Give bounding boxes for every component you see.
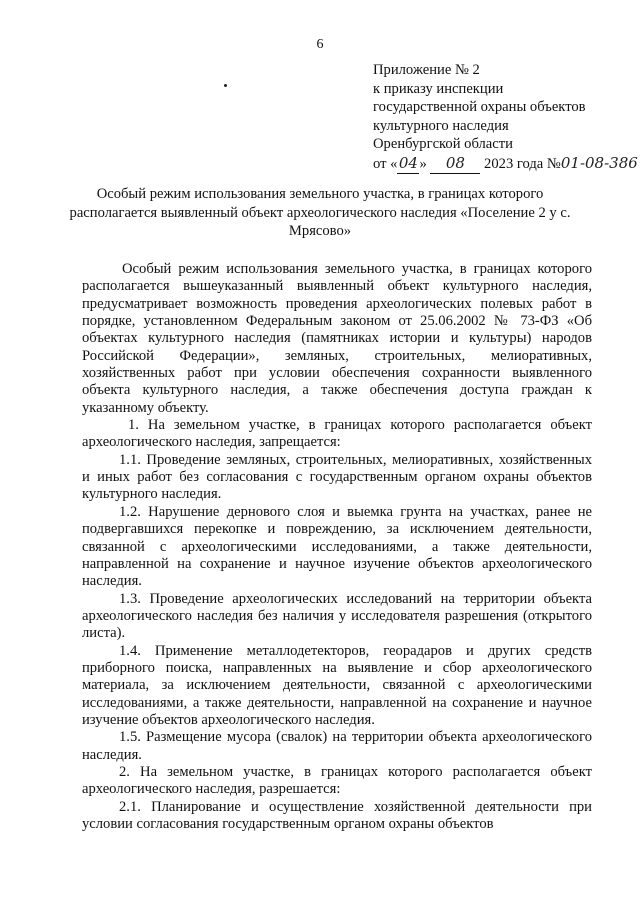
- date-prefix: от «: [373, 155, 398, 172]
- order-number-handwritten: 01-08-386: [560, 153, 638, 172]
- appendix-line: культурного наследия: [373, 117, 509, 134]
- appendix-line: Приложение № 2: [373, 62, 480, 78]
- appendix-line: Оренбургской области: [373, 136, 513, 153]
- item-1-2: 1.2. Нарушение дернового слоя и выемка грунта на участках, ранее не подвергавшихся перекопке и повреждению, за исключением деятельности, связанной с археологическими исследованиями, а также деятельности, направленной на сохранение и научное изучение объектов археологического наследия.: [82, 503, 592, 590]
- appendix-date-line: [373, 153, 638, 174]
- document-title: Особый режим использования земельного участка, в границах которого располагается выявленный объект археологического наследия «Поселение 2 у с. Мрясово»: [69, 186, 571, 240]
- item-1-3: 1.3. Проведение археологических исследований на территории объекта археологического наследия без наличия у исследователя разрешения (открытого листа).: [82, 590, 592, 642]
- stray-dot: [224, 84, 227, 87]
- intro-paragraph: Особый режим использования земельного участка, в границах которого располагается вышеуказанный выявленный объект культурного наследия, предусматривает возможность проведения археологических полевых работ в порядке, установленном Федеральным законом от 25.06.2002 № 73-ФЗ «Об объектах культурного наследия (памятниках истории и культуры) народов Российской Федерации», земляных, строительных, мелиоративных, хозяйственных работ при условии обеспечения сохранности выявленного объекта культурного наследия, а также обеспечения доступа граждан к указанному объекту.: [82, 261, 592, 416]
- item-2: 2. На земельном участке, в границах которого располагается объект археологического наследия, разрешается:: [82, 763, 592, 798]
- appendix-line: к приказу инспекции: [373, 80, 504, 97]
- date-day-handwritten: 04: [398, 153, 418, 172]
- item-1: 1. На земельном участке, в границах которого располагается объект археологического наследия, запрещается:: [82, 417, 592, 451]
- date-suffix: 2023 года №: [484, 155, 561, 172]
- date-month-handwritten: 08: [430, 154, 480, 174]
- appendix-block: [373, 61, 638, 174]
- date-mid: »: [419, 155, 427, 172]
- item-1-1: 1.1. Проведение земляных, строительных, мелиоративных, хозяйственных и иных работ без согласования с государственным органом охраны объектов культурного наследия.: [82, 451, 592, 503]
- document-body: [82, 261, 592, 833]
- item-1-4: 1.4. Применение металлодетекторов, георадаров и других средств приборного поиска, направленных на выявление и сбор археологического материала, за исключением деятельности, связанной с археологическими исследованиями, а также деятельности, направленной на сохранение и научное изучение объектов археологического наследия.: [82, 642, 592, 728]
- item-1-5: 1.5. Размещение мусора (свалок) на территории объекта археологического наследия.: [82, 729, 592, 763]
- item-2-1: 2.1. Планирование и осуществление хозяйственной деятельности при условии согласования государственным органом охраны объектов: [82, 798, 592, 832]
- appendix-line: государственной охраны объектов: [373, 99, 586, 116]
- page-number: 6: [316, 37, 324, 52]
